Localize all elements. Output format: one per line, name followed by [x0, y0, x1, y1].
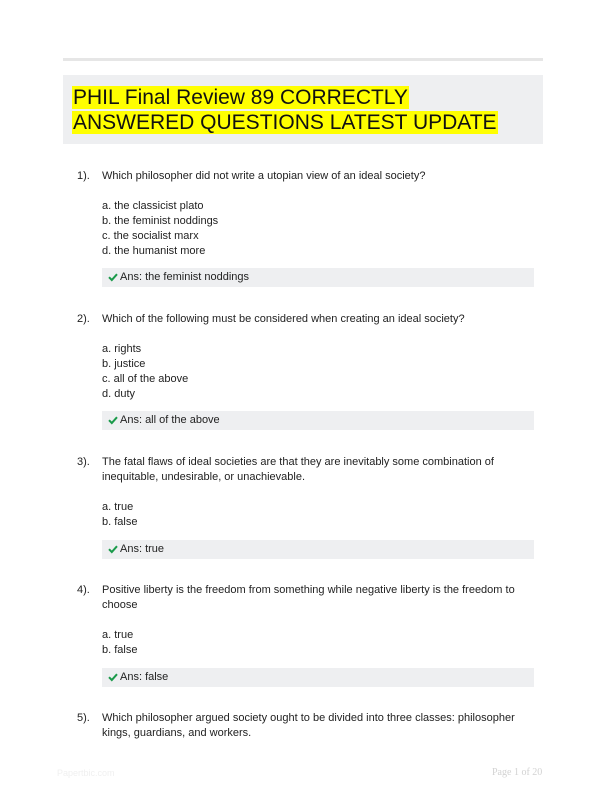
- answer-box: [102, 411, 534, 430]
- options-list: [102, 199, 532, 259]
- option: c. the socialist marx: [102, 230, 199, 242]
- check-icon: [108, 415, 118, 425]
- check-icon: [108, 272, 118, 282]
- question-text: Positive liberty is the freedom from something while negative liberty is the freedom to choose: [102, 584, 515, 611]
- answer-text: Ans: false: [120, 671, 169, 683]
- option: a. rights: [102, 343, 142, 355]
- answer-box: [102, 668, 534, 687]
- question-text: Which philosopher argued society ought to be divided into three classes: philosopher kings, guardians, and workers.: [102, 712, 515, 739]
- option: b. false: [102, 516, 138, 528]
- option: d. duty: [102, 388, 136, 400]
- question-number: 3).: [77, 456, 90, 468]
- option: d. the humanist more: [102, 245, 206, 257]
- check-icon: [108, 544, 118, 554]
- options-list: [102, 500, 532, 530]
- question-number: 2).: [77, 313, 90, 325]
- question-text: The fatal flaws of ideal societies are that they are inevitably some combination of inequitable, undesirable, or unachievable.: [102, 456, 494, 483]
- question-number: 1).: [77, 170, 90, 182]
- question-text: Which philosopher did not write a utopian view of an ideal society?: [102, 170, 426, 182]
- page-number: Page 1 of 20: [492, 767, 543, 778]
- question-number: 4).: [77, 584, 90, 596]
- check-icon: [108, 672, 118, 682]
- option: a. true: [102, 501, 134, 513]
- options-list: [102, 628, 532, 658]
- question-text: Which of the following must be considered when creating an ideal society?: [102, 313, 465, 325]
- option: b. false: [102, 644, 138, 656]
- question-number: 5).: [77, 712, 90, 724]
- option: a. the classicist plato: [102, 200, 204, 212]
- answer-text: Ans: all of the above: [120, 414, 220, 426]
- answer-box: [102, 540, 534, 559]
- document-title: PHIL Final Review 89 CORRECTLY ANSWERED QUESTIONS LATEST UPDATE: [73, 86, 497, 134]
- answer-text: Ans: true: [120, 543, 165, 555]
- title-banner: [63, 75, 543, 144]
- options-list: [102, 342, 532, 402]
- option: b. justice: [102, 358, 146, 370]
- footer-watermark: Papertbic.com: [57, 768, 115, 778]
- top-divider: [63, 58, 543, 61]
- option: a. true: [102, 629, 134, 641]
- option: b. the feminist noddings: [102, 215, 219, 227]
- answer-text: Ans: the feminist noddings: [120, 271, 250, 283]
- option: c. all of the above: [102, 373, 189, 385]
- answer-box: [102, 268, 534, 287]
